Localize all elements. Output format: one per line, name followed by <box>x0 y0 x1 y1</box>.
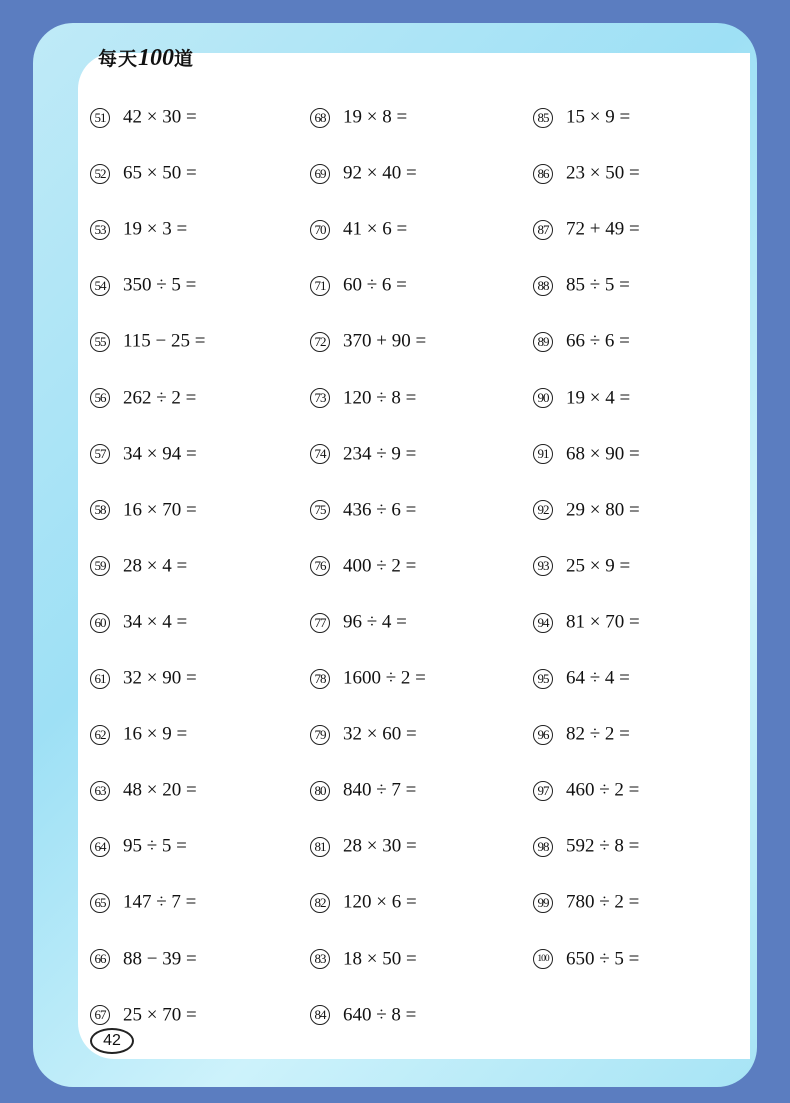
problem-item <box>310 887 417 917</box>
problem-expression: 68 × 90 = <box>566 443 640 465</box>
problem-item <box>90 102 197 132</box>
problem-number: 84 <box>310 1005 330 1025</box>
problem-number: 55 <box>90 332 110 352</box>
problem-number: 67 <box>90 1005 110 1025</box>
problem-expression: 28 × 30 = <box>343 835 417 857</box>
problem-expression: 25 × 9 = <box>566 555 631 577</box>
problem-number: 83 <box>310 949 330 969</box>
problem-expression: 650 ÷ 5 = <box>566 948 640 970</box>
problem-item <box>90 831 187 861</box>
problem-number: 52 <box>90 164 110 184</box>
problem-number: 94 <box>533 613 553 633</box>
problem-item <box>310 102 407 132</box>
problem-number: 100 <box>533 949 553 969</box>
problem-number: 90 <box>533 388 553 408</box>
problem-item <box>310 719 417 749</box>
problem-expression: 34 × 4 = <box>123 611 188 633</box>
problem-item <box>90 775 197 805</box>
problem-number: 89 <box>533 332 553 352</box>
problem-expression: 41 × 6 = <box>343 218 408 240</box>
title-prefix: 每天 <box>98 49 139 70</box>
problem-expression: 42 × 30 = <box>123 106 197 128</box>
problem-expression: 16 × 9 = <box>123 723 188 745</box>
problem-expression: 370 + 90 = <box>343 331 427 353</box>
problem-expression: 400 ÷ 2 = <box>343 555 417 577</box>
problem-number: 54 <box>90 276 110 296</box>
problem-number: 81 <box>310 837 330 857</box>
problem-item <box>533 495 640 525</box>
problem-number: 79 <box>310 725 330 745</box>
problem-expression: 28 × 4 = <box>123 555 188 577</box>
problem-number: 80 <box>310 781 330 801</box>
problem-expression: 65 × 50 = <box>123 162 197 184</box>
problem-expression: 88 − 39 = <box>123 948 197 970</box>
page-title <box>98 44 194 74</box>
problem-item <box>533 944 639 974</box>
problem-expression: 32 × 60 = <box>343 723 417 745</box>
problem-item <box>310 439 416 469</box>
problem-item <box>310 775 416 805</box>
problem-expression: 34 × 94 = <box>123 443 197 465</box>
problem-number: 59 <box>90 556 110 576</box>
problem-item <box>533 551 630 581</box>
problem-item <box>90 270 196 300</box>
problem-expression: 640 ÷ 8 = <box>343 1004 417 1026</box>
problem-expression: 81 × 70 = <box>566 611 640 633</box>
problem-item <box>533 383 630 413</box>
problem-item <box>533 887 639 917</box>
problem-number: 57 <box>90 444 110 464</box>
problem-item <box>310 551 416 581</box>
problem-item <box>90 663 197 693</box>
problem-item <box>90 551 187 581</box>
title-suffix: 道 <box>174 49 195 70</box>
problem-item <box>310 214 407 244</box>
problem-item <box>533 719 630 749</box>
problem-number: 68 <box>310 108 330 128</box>
problem-number: 78 <box>310 669 330 689</box>
problem-expression: 436 ÷ 6 = <box>343 499 417 521</box>
problem-expression: 460 ÷ 2 = <box>566 779 640 801</box>
problem-number: 74 <box>310 444 330 464</box>
problem-number: 60 <box>90 613 110 633</box>
problem-item <box>533 439 640 469</box>
problem-number: 70 <box>310 220 330 240</box>
problem-item <box>533 607 640 637</box>
problem-item <box>90 607 187 637</box>
problem-number: 62 <box>90 725 110 745</box>
problem-number: 96 <box>533 725 553 745</box>
problem-number: 95 <box>533 669 553 689</box>
problem-expression: 29 × 80 = <box>566 499 640 521</box>
problem-number: 85 <box>533 108 553 128</box>
problem-expression: 120 ÷ 8 = <box>343 387 417 409</box>
problem-expression: 19 × 4 = <box>566 387 631 409</box>
problem-number: 99 <box>533 893 553 913</box>
problem-number: 63 <box>90 781 110 801</box>
problem-item <box>90 944 197 974</box>
problem-expression: 72 + 49 = <box>566 218 640 240</box>
problem-number: 97 <box>533 781 553 801</box>
problem-number: 93 <box>533 556 553 576</box>
problem-item <box>90 719 187 749</box>
problem-number: 82 <box>310 893 330 913</box>
title-number: 100 <box>138 45 175 71</box>
problem-item <box>310 158 417 188</box>
problem-number: 58 <box>90 500 110 520</box>
problem-number: 53 <box>90 220 110 240</box>
problem-number: 75 <box>310 500 330 520</box>
problem-item <box>90 214 187 244</box>
problem-item <box>533 102 630 132</box>
problem-expression: 66 ÷ 6 = <box>566 331 630 353</box>
problem-expression: 1600 ÷ 2 = <box>343 667 426 689</box>
problem-item <box>90 1000 197 1030</box>
problem-number: 87 <box>533 220 553 240</box>
problem-item <box>533 214 640 244</box>
problem-expression: 115 − 25 = <box>123 331 206 353</box>
problem-expression: 16 × 70 = <box>123 499 197 521</box>
problem-expression: 25 × 70 = <box>123 1004 197 1026</box>
problem-number: 98 <box>533 837 553 857</box>
problem-item <box>310 607 407 637</box>
problem-item <box>533 831 639 861</box>
problem-expression: 23 × 50 = <box>566 162 640 184</box>
problem-expression: 64 ÷ 4 = <box>566 667 630 689</box>
problem-expression: 48 × 20 = <box>123 779 197 801</box>
problem-expression: 234 ÷ 9 = <box>343 443 417 465</box>
problem-item <box>310 383 416 413</box>
problem-expression: 592 ÷ 8 = <box>566 835 640 857</box>
problem-item <box>90 158 197 188</box>
problem-number: 88 <box>533 276 553 296</box>
problem-item <box>90 439 197 469</box>
problem-number: 66 <box>90 949 110 969</box>
problem-expression: 85 ÷ 5 = <box>566 274 630 296</box>
problem-item <box>533 270 630 300</box>
problem-number: 91 <box>533 444 553 464</box>
problem-item <box>310 1000 416 1030</box>
problem-number: 69 <box>310 164 330 184</box>
problem-item <box>90 887 196 917</box>
problem-expression: 82 ÷ 2 = <box>566 723 630 745</box>
problem-expression: 15 × 9 = <box>566 106 631 128</box>
problem-number: 51 <box>90 108 110 128</box>
problem-item <box>310 831 417 861</box>
problem-item <box>310 495 416 525</box>
problem-item <box>90 383 196 413</box>
problem-expression: 120 × 6 = <box>343 892 417 914</box>
problem-item <box>310 270 407 300</box>
problem-number: 61 <box>90 669 110 689</box>
problem-number: 71 <box>310 276 330 296</box>
problem-item <box>533 326 630 356</box>
problem-item <box>310 326 426 356</box>
problem-expression: 96 ÷ 4 = <box>343 611 407 633</box>
problem-number: 92 <box>533 500 553 520</box>
problem-expression: 780 ÷ 2 = <box>566 892 640 914</box>
problem-expression: 350 ÷ 5 = <box>123 274 197 296</box>
problem-expression: 92 × 40 = <box>343 162 417 184</box>
page-number-badge: 42 <box>90 1028 134 1054</box>
problem-number: 64 <box>90 837 110 857</box>
problem-expression: 32 × 90 = <box>123 667 197 689</box>
problem-item <box>90 495 197 525</box>
problem-expression: 262 ÷ 2 = <box>123 387 197 409</box>
problem-item <box>310 663 426 693</box>
problem-item <box>90 326 205 356</box>
problem-number: 76 <box>310 556 330 576</box>
problem-expression: 19 × 3 = <box>123 218 188 240</box>
problem-expression: 147 ÷ 7 = <box>123 892 197 914</box>
problem-number: 65 <box>90 893 110 913</box>
problem-number: 73 <box>310 388 330 408</box>
problem-expression: 840 ÷ 7 = <box>343 779 417 801</box>
problem-number: 72 <box>310 332 330 352</box>
problem-item <box>533 158 640 188</box>
problem-number: 56 <box>90 388 110 408</box>
problem-item <box>533 775 639 805</box>
problem-expression: 60 ÷ 6 = <box>343 274 407 296</box>
problem-item <box>310 944 417 974</box>
problem-expression: 19 × 8 = <box>343 106 408 128</box>
problem-item <box>533 663 630 693</box>
problem-number: 86 <box>533 164 553 184</box>
problem-number: 77 <box>310 613 330 633</box>
problem-expression: 95 ÷ 5 = <box>123 835 187 857</box>
problem-expression: 18 × 50 = <box>343 948 417 970</box>
